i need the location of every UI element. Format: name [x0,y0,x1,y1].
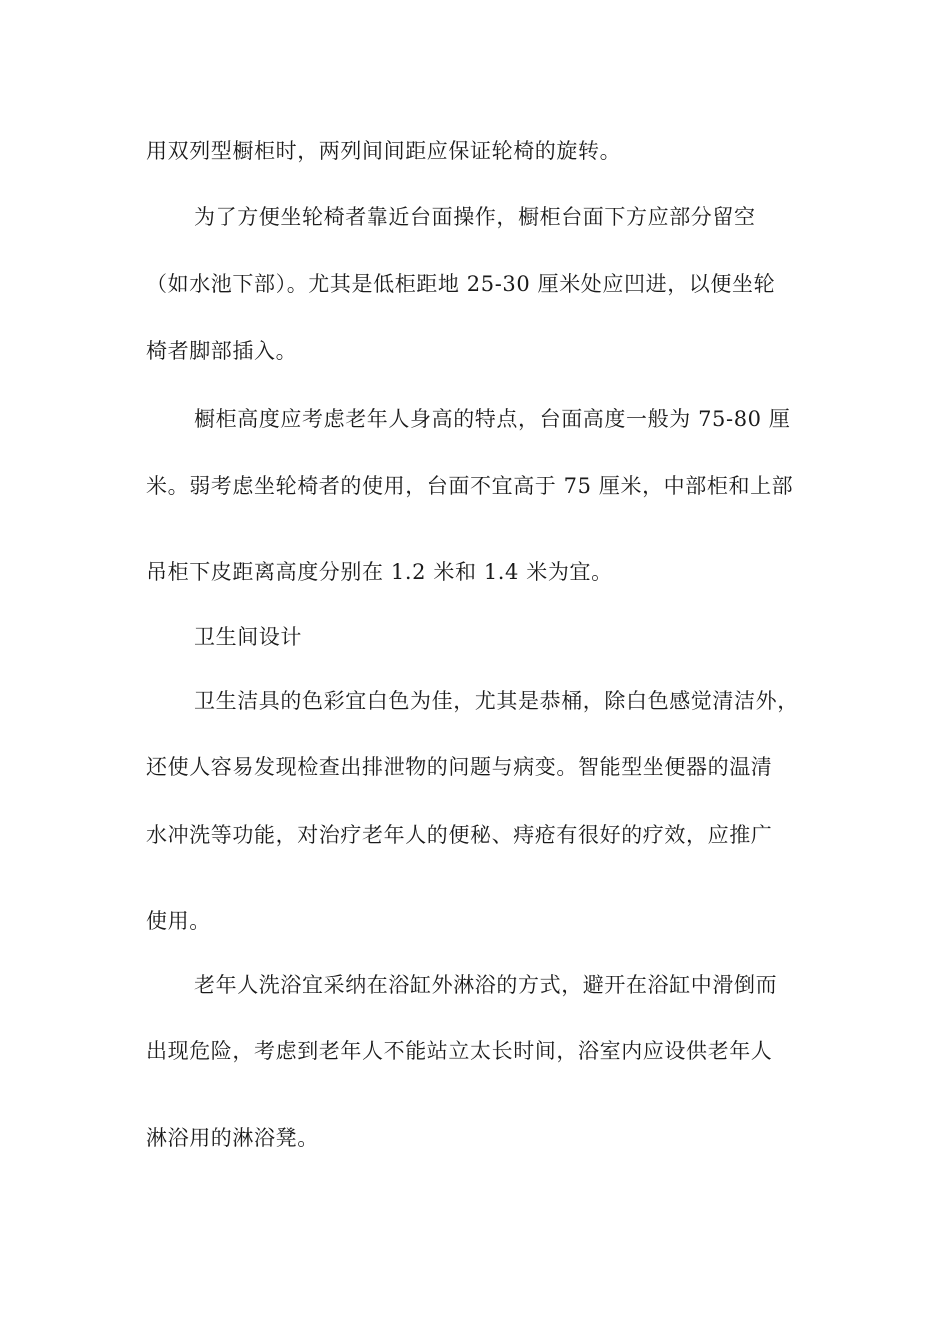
text-line: 用双列型橱柜时，两列间间距应保证轮椅的旋转。 [146,139,622,163]
text-line: 椅者脚部插入。 [146,339,298,363]
text-line: （如水池下部）。尤其是低柜距地 25-30 厘米处应凹进，以便坐轮 [146,272,776,296]
text-line: 出现危险，考虑到老年人不能站立太长时间，浴室内应设供老年人 [146,1039,773,1063]
paragraph-start: 老年人洗浴宜采纳在浴缸外淋浴的方式，避开在浴缸中滑倒而 [194,973,778,997]
text-line: 吊柜下皮距离高度分别在 1.2 米和 1.4 米为宜。 [146,560,613,584]
text-line: 还使人容易发现检查出排泄物的问题与病变。智能型坐便器的温清 [146,755,773,779]
section-heading: 卫生间设计 [194,625,302,649]
paragraph-start: 橱柜高度应考虑老年人身高的特点，台面高度一般为 75-80 厘 [194,407,791,431]
text-line: 水冲洗等功能，对治疗老年人的便秘、痔疮有很好的疗效，应推广 [146,823,773,847]
text-line: 淋浴用的淋浴凳。 [146,1126,319,1150]
paragraph-start: 卫生洁具的色彩宜白色为佳，尤其是恭桶，除白色感觉清洁外， [194,689,799,713]
text-line: 米。弱考虑坐轮椅者的使用，台面不宜高于 75 厘米，中部柜和上部 [146,474,794,498]
paragraph-start: 为了方便坐轮椅者靠近台面操作，橱柜台面下方应部分留空 [194,205,756,229]
text-line: 使用。 [146,909,211,933]
